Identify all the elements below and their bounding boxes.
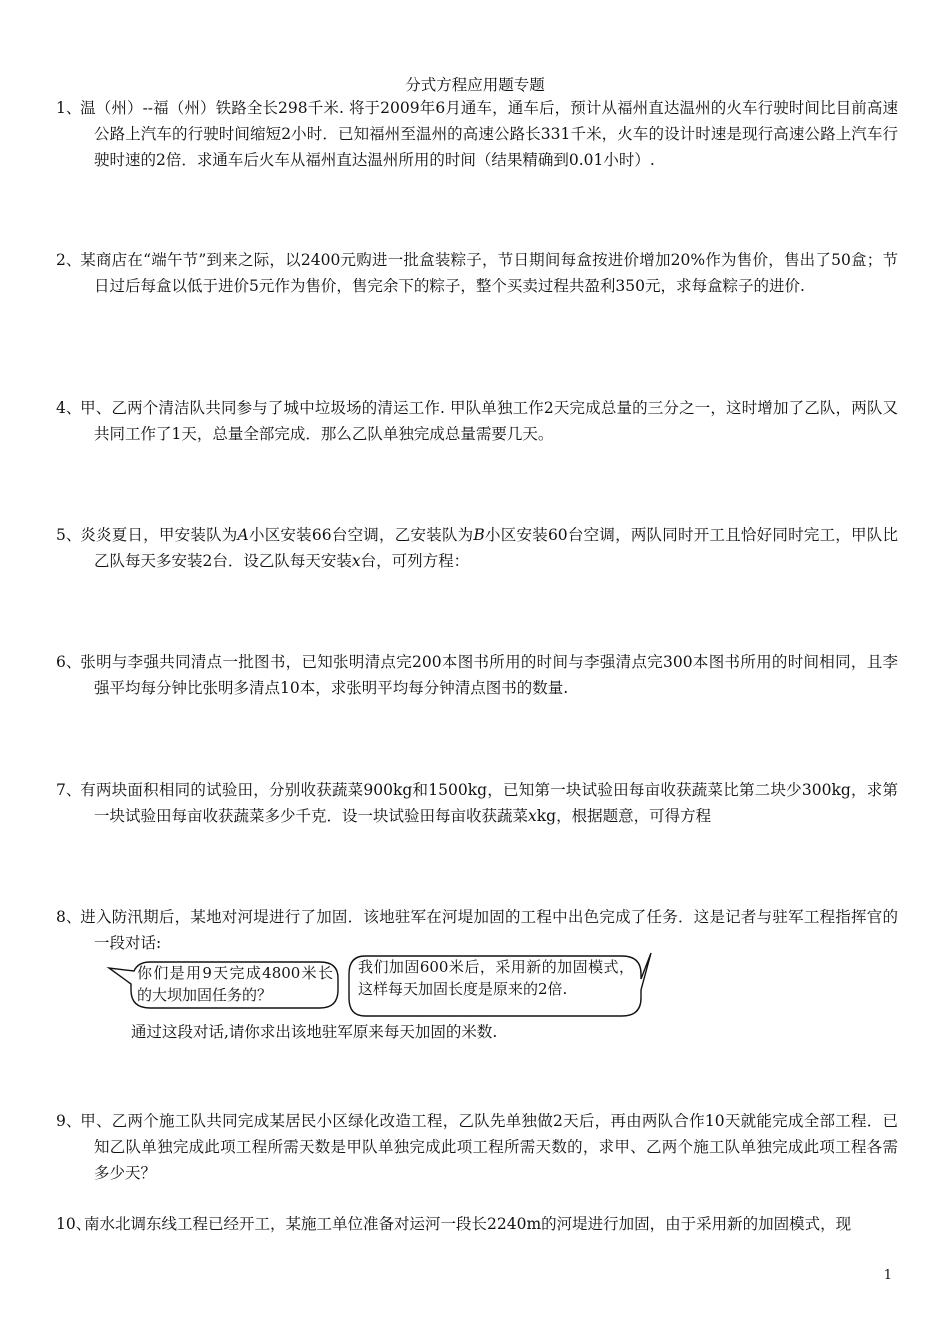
question-2 xyxy=(56,247,898,299)
variable-b: B xyxy=(473,526,485,544)
question-text: 南水北调东线工程已经开工，某施工单位准备对运河一段长2240m的河堤进行加固，由于采用新的加固模式，现 xyxy=(84,1215,852,1233)
page-number: 1 xyxy=(883,1268,892,1283)
question-number: 6、 xyxy=(56,653,82,671)
question-text-part: 有两块面积相同的试验田，分别收获蔬菜900kg和1500kg，已知第一块试验田每亩收获蔬菜比第二块少300kg，求第一块试验田每亩收获蔬菜多少千克．设一块试验田每亩收获蔬菜 xyxy=(80,781,898,825)
variable-a: A xyxy=(237,526,249,544)
question-number: 8、 xyxy=(56,908,82,926)
question-10 xyxy=(56,1211,898,1237)
question-text: 进入防汛期后，某地对河堤进行了加固．该地驻军在河堤加固的工程中出色完成了任务．这是记者与驻军工程指挥官的一段对话: xyxy=(80,908,898,952)
question-text: 温（州）--福（州）铁路全长298千米. 将于2009年6月通车，通车后，预计从福州直达温州的火车行驶时间比目前高速公路上汽车的行驶时间缩短2小时．已知福州至温州的高速公路长331千米，火车的设计时速是现行高速公路上汽车行驶时速的2倍．求通车后火车从福州直达温州所用的时间（结果精确到0.01小时）. xyxy=(80,99,898,169)
question-text: 甲、乙两个清洁队共同参与了城中垃圾场的清运工作. 甲队单独工作2天完成总量的三分之一，这时增加了乙队，两队又共同工作了1天，总量全部完成．那么乙队单独完成总量需要几天。 xyxy=(80,399,898,443)
question-9 xyxy=(56,1108,898,1186)
question-number: 9、 xyxy=(56,1112,82,1130)
question-8-followup: 通过这段对话,请你求出该地驻军原来每天加固的米数. xyxy=(131,1023,498,1041)
question-8 xyxy=(56,904,898,956)
question-text-part: 台，可列方程： xyxy=(360,552,470,570)
question-number: 2、 xyxy=(56,251,82,269)
question-text-part: kg，根据题意，可得方程 xyxy=(536,807,712,825)
question-1 xyxy=(56,95,898,173)
question-number: 4、 xyxy=(56,399,82,417)
bubble-right-text: 我们加固600米后，采用新的加固模式，这样每天加固长度是原来的2倍. xyxy=(358,958,634,998)
question-text: 张明与李强共同清点一批图书，已知张明清点完200本图书所用的时间与李强清点完300本图书所用的时间相同，且李强平均每分钟比张明多清点10本，求张明平均每分钟清点图书的数量. xyxy=(80,653,898,697)
question-number: 5、 xyxy=(56,526,82,544)
variable-x: x xyxy=(528,807,537,825)
page-title: 分式方程应用题专题 xyxy=(405,76,545,94)
question-text: 甲、乙两个施工队共同完成某居民小区绿化改造工程，乙队先单独做2天后，再由两队合作10天就能完成全部工程．已知乙队单独完成此项工程所需天数是甲队单独完成此项工程所需天数的，求甲、乙两个施工队单独完成此项工程各需多少天？ xyxy=(80,1112,898,1182)
bubble-left-text: 你们是用9天完成4800米长的大坝加固任务的？ xyxy=(137,964,333,1004)
question-7 xyxy=(56,777,898,829)
question-number: 7、 xyxy=(56,781,82,799)
question-text: 某商店在“端午节”到来之际，以2400元购进一批盒装粽子，节日期间每盒按进价增加20%作为售价，售出了50盒；节日过后每盒以低于进价5元作为售价，售完余下的粽子，整个买卖过程共盈利350元，求每盒粽子的进价. xyxy=(80,251,898,295)
question-text-part: 小区安装60台空调，两队同时开工且恰好同时完工，甲队比乙队每天多安装2台．设乙队每天安装 xyxy=(94,526,898,570)
question-6 xyxy=(56,649,898,701)
question-5 xyxy=(56,522,898,574)
question-number: 10、 xyxy=(56,1215,92,1233)
variable-x: x xyxy=(351,552,361,570)
question-text-part: 炎炎夏日，甲安装队为 xyxy=(80,526,238,544)
question-text-part: 小区安装66台空调，乙安装队为 xyxy=(248,526,474,544)
question-4 xyxy=(56,395,898,447)
question-number: 1、 xyxy=(56,99,82,117)
